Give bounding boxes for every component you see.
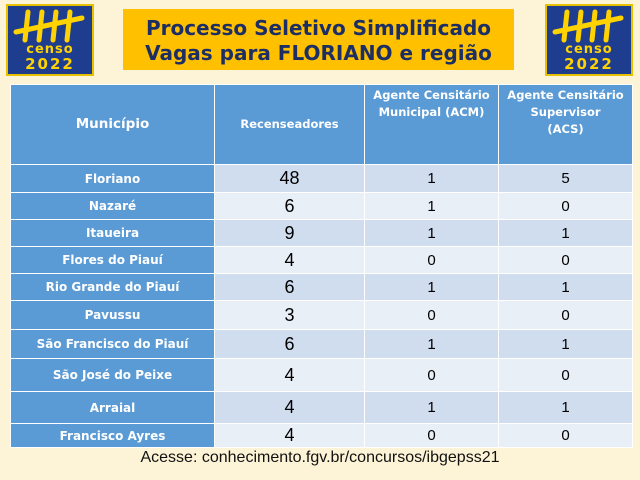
title-line-2: Vagas para FLORIANO e região <box>145 41 492 65</box>
cell-municipio: Itaueira <box>11 220 215 247</box>
cell-acm: 1 <box>365 220 499 247</box>
cell-acs: 1 <box>499 220 633 247</box>
logo-word-year: 2022 <box>25 55 75 73</box>
cell-acm: 1 <box>365 274 499 301</box>
cell-municipio: Francisco Ayres <box>11 424 215 448</box>
cell-recenseadores: 4 <box>215 424 365 448</box>
cell-municipio: São Francisco do Piauí <box>11 330 215 359</box>
cell-recenseadores: 3 <box>215 301 365 330</box>
cell-recenseadores: 4 <box>215 247 365 274</box>
cell-recenseadores: 48 <box>215 165 365 193</box>
cell-acs: 1 <box>499 392 633 424</box>
cell-municipio: Arraial <box>11 392 215 424</box>
cell-municipio: Floriano <box>11 165 215 193</box>
cell-acs: 0 <box>499 424 633 448</box>
censo-2022-logo-right <box>545 4 633 76</box>
table-row <box>11 301 633 330</box>
cell-acs: 1 <box>499 274 633 301</box>
table-row <box>11 247 633 274</box>
cell-acm: 1 <box>365 193 499 220</box>
cell-acm: 1 <box>365 165 499 193</box>
cell-municipio: Nazaré <box>11 193 215 220</box>
header-recenseadores: Recenseadores <box>215 85 365 165</box>
cell-acs: 0 <box>499 247 633 274</box>
cell-recenseadores: 9 <box>215 220 365 247</box>
cell-acs: 0 <box>499 193 633 220</box>
footer-link-text: Acesse: conhecimento.fgv.br/concursos/ibgepss21 <box>140 449 500 466</box>
vacancies-table <box>10 84 633 448</box>
cell-municipio: Flores do Piauí <box>11 247 215 274</box>
cell-acm: 0 <box>365 424 499 448</box>
censo-2022-logo-left <box>6 4 94 76</box>
cell-acm: 0 <box>365 359 499 392</box>
header-acs <box>499 85 633 165</box>
cell-recenseadores: 6 <box>215 274 365 301</box>
cell-acs: 0 <box>499 359 633 392</box>
header-acs-line-1: Agente Censitário <box>507 88 624 102</box>
cell-acs: 0 <box>499 301 633 330</box>
table-row <box>11 274 633 301</box>
table-row <box>11 165 633 193</box>
header-acm-line-1: Agente Censitário <box>373 88 490 102</box>
cell-municipio: São José do Peixe <box>11 359 215 392</box>
title-line-1: Processo Seletivo Simplificado <box>145 16 492 40</box>
table-row <box>11 330 633 359</box>
table-row <box>11 392 633 424</box>
cell-recenseadores: 4 <box>215 359 365 392</box>
title-banner <box>123 9 514 70</box>
logo-word-censo: censo <box>26 42 74 57</box>
logo-word-year: 2022 <box>564 55 614 73</box>
cell-acm: 1 <box>365 392 499 424</box>
table-row <box>11 220 633 247</box>
table-row <box>11 424 633 448</box>
header-municipio: Município <box>11 85 215 165</box>
cell-acm: 0 <box>365 247 499 274</box>
cell-recenseadores: 6 <box>215 330 365 359</box>
header-acm <box>365 85 499 165</box>
table-header-row <box>11 85 633 165</box>
header-acs-line-2: Supervisor <box>530 105 601 119</box>
cell-recenseadores: 6 <box>215 193 365 220</box>
cell-municipio: Rio Grande do Piauí <box>11 274 215 301</box>
header-acs-line-3: (ACS) <box>547 122 584 136</box>
table-row <box>11 359 633 392</box>
header-acm-line-2: Municipal (ACM) <box>378 105 485 119</box>
cell-acs: 1 <box>499 330 633 359</box>
cell-municipio: Pavussu <box>11 301 215 330</box>
cell-acm: 0 <box>365 301 499 330</box>
cell-acs: 5 <box>499 165 633 193</box>
cell-recenseadores: 4 <box>215 392 365 424</box>
logo-word-censo: censo <box>565 42 613 57</box>
cell-acm: 1 <box>365 330 499 359</box>
table-row <box>11 193 633 220</box>
